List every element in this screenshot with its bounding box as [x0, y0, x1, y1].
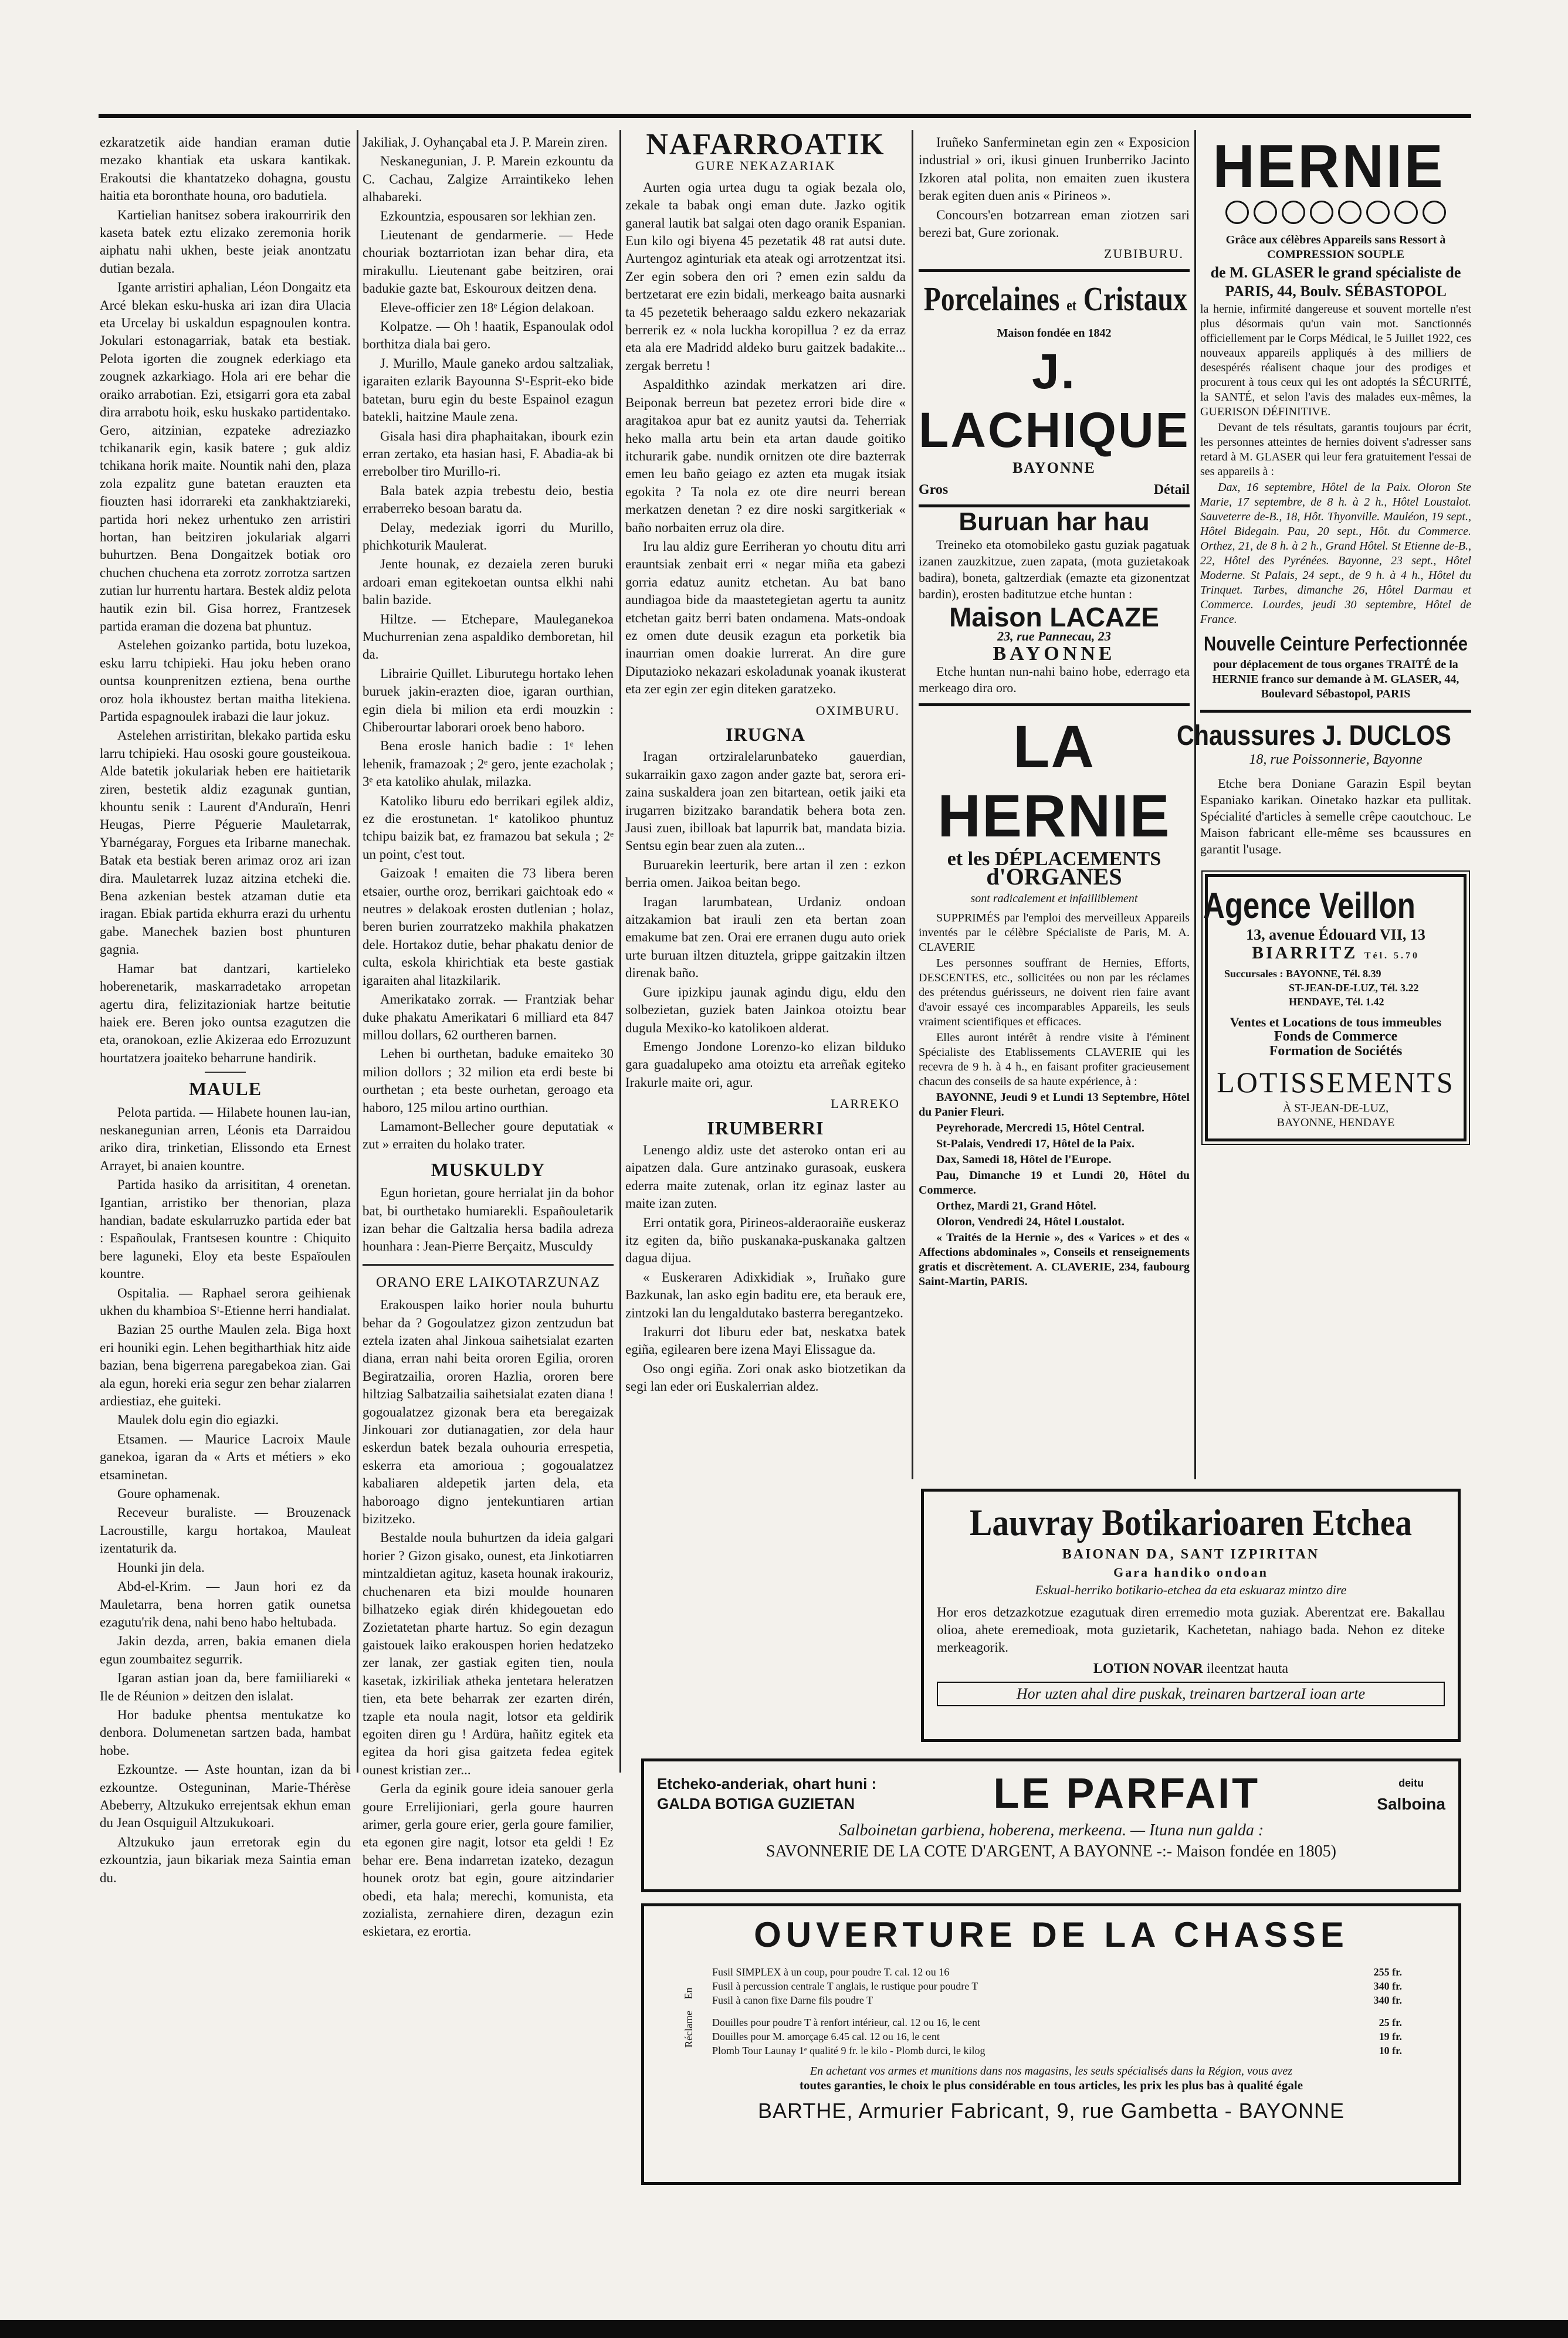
ad-le-parfait-line: SAVONNERIE DE LA COTE D'ARGENT, A BAYONNE -:- Maison fondée en 1805)	[766, 1842, 1336, 1861]
column-4	[919, 134, 1190, 1483]
ad-detail: Détail	[1153, 482, 1190, 497]
ad-chasse-en-reclame	[665, 1965, 712, 2058]
col2-paragraph: Lehen bi ourthetan, baduke emaiteko 30 milion dollors ; 32 milion eta erdi beste bi ourthetan ; eta beste ourhetan, geroago eta haboro, 125 milou artino ourthian.	[363, 1046, 614, 1115]
ad-lacaze-text: Treineko eta otomobileko gastu guziak pagatuak izanen zauzkitzue, zuen zapata, (mota guzietakoak badira), boneta, galtzerdiak (emazte eta gizonentzat bardin), erosten baditutzue etche huntan :	[919, 537, 1190, 602]
ad-lauvray-body: Hor eros detzazkotzue ezagutuak diren erremedio mota guziak. Aberentzat ere. Bakallau olioa, ahete eremedioak, mota guzietarik, Kachetetan, nahiago bada. Nehon ez diteke merkeagorik.	[937, 1605, 1445, 1655]
ad-veillon-headline: Agence Veillon	[1203, 886, 1415, 926]
col2-paragraph: Erakouspen laiko horier noula buhurtu behar da ? Gogoulatzez gizon zentzudun bat eztela izaten ahal Jinkoua saihetsialat ezarten diana, erran nahi beita ororen Egilia, ororen Begiratzailia, ororen Hazlia, ororen bere hiltziag Salbatzailia saihetsialat ezaten diana ! gogoualatzez gizonak bera eta beregaizak Jinkouari zor dutianagatien, zor dela haur eskerdun batek bezala ouhouria errespetia, eskerra eta amorioua ; gogoualatzez kabaliaren aldepetik jarten dela, eta haboroago digno jentekuntiaren artian bizitzeko.	[363, 1297, 614, 1527]
ad-claverie-text: Elles auront intérêt à rendre visite à l'éminent Spécialiste des Etablissements CLAVERIE qui les recevra de 9 h. à 4 h., en faisant profiter gracieusement chacun des conseils de sa haute expérience, à :	[919, 1031, 1190, 1088]
ad-le-parfait-left-1: Etcheko-anderiak, ohart huni :	[657, 1775, 877, 1793]
ad-chasse-note: toutes garanties, le choix le plus considérable en tous articles, les prix les plus bas à qualité égale	[799, 2078, 1303, 2092]
ad-glaser-medals	[1200, 201, 1471, 228]
ad-veillon-succ: Succursales : BAYONNE, Tél. 8.39	[1224, 968, 1381, 980]
col2-paragraph: Gerla da eginik goure ideia sanouer gerla goure Errelijioniari, gerla goure haurren arimer, gerla goure erier, gerla goure familier, eta egonen gire nagit, lotsor eta geldi ! Ez behar ere. Bena indarretan izateko, dezagun hounek orotz bat egin, goure aitzindarier obedi, eta hala; merechi, komunista, eta zozialista, zernahiere diren, dezagun ezin eskietara, ez erortia.	[363, 1781, 614, 1939]
ad-lauvray-lotion-text: ileentzat hauta	[1206, 1661, 1289, 1676]
medal-icon	[1394, 201, 1418, 224]
ad-veillon-line: BAYONNE, HENDAYE	[1276, 1116, 1395, 1129]
ad-lachique-city: BAYONNE	[1012, 459, 1096, 477]
price-row	[712, 1979, 1402, 1993]
col1-paragraph: Hamar bat dantzari, kartieleko hoberenetarik, maskarradetako arropetan agertu dira, felizitazioniak hartze beitutie haiek ere. Beren joko ountsa ezagutzen die eta, oranokoan, ezlie Akizeraa edo Errozuzunt hourtatzera joaiteko beharrune handirik.	[100, 961, 351, 1065]
price-row-label: Fusil SIMPLEX à un coup, pour poudre T. cal. 12 ou 16	[712, 1966, 950, 1978]
ad-le-parfait-line: Salboinetan garbiena, hoberena, merkeena. — Ituna nun galda :	[838, 1821, 1264, 1839]
ad-claverie-headline: LA HERNIE	[937, 713, 1171, 849]
ad-le-parfait-left-2: GALDA BOTIGA GUZIETAN	[657, 1795, 855, 1812]
col2-paragraph: J. Murillo, Maule ganeko ardou saltzaliak, igaraiten ezlarik Bayounna Sᵗ-Esprit-eko bide batetan, buru egin du beste Espainol ezagun batekli, haitzine Maule zena.	[363, 355, 614, 425]
column-divider	[357, 130, 358, 1773]
section-title-nafarroatik: NAFARROATIK	[646, 128, 885, 161]
ad-lauvray-lotion-name: LOTION NOVAR	[1093, 1661, 1203, 1676]
col1-paragraph: Hounki jin dela.	[117, 1560, 205, 1575]
ad-lauvray-gara: Gara handiko ondoan	[1113, 1565, 1268, 1580]
ad-lauvray-footer: Hor uzten ahal dire puskak, treinaren bartzeraI ioan arte	[937, 1682, 1445, 1706]
column-divider	[912, 130, 913, 1479]
ad-lacaze-name: Maison LACAZE	[949, 602, 1159, 633]
ad-claverie-date: BAYONNE, Jeudi 9 et Lundi 13 Septembre, Hôtel du Panier Fleuri.	[919, 1090, 1190, 1119]
divider	[363, 1264, 614, 1266]
ad-chasse-en: En	[682, 1987, 695, 2000]
price-row-price: 10 fr.	[1379, 2045, 1402, 2056]
medal-icon	[1282, 201, 1305, 224]
signature: OXIMBURU.	[815, 703, 900, 718]
ad-claverie-date: Peyrehorade, Mercredi 15, Hôtel Central.	[936, 1121, 1144, 1134]
ad-veillon-city	[1213, 943, 1459, 963]
ad-claverie-date: Orthez, Mardi 21, Grand Hôtel.	[936, 1199, 1096, 1212]
ad-chasse-price-list	[712, 1965, 1437, 2058]
col2-paragraph: Ezkountzia, espousaren sor lekhian zen.	[380, 208, 596, 223]
col1-paragraph: Etsamen. — Maurice Lacroix Maule ganekoa, igaran da « Arts et métiers » eko etsaminetan.	[100, 1431, 351, 1482]
price-row-label: Fusil à canon fixe Darne fils poudre T	[712, 1994, 873, 2006]
price-row-price: 19 fr.	[1379, 2031, 1402, 2042]
price-row	[712, 2029, 1402, 2044]
ad-ceinture-headline: Nouvelle Ceinture Perfectionnée	[1203, 633, 1468, 655]
col1-paragraph: Abd-el-Krim. — Jaun hori ez da Mauletarra, bena horren gatik ounetsa ezagutu'rik dena, nahi beno habo heltubada.	[100, 1579, 351, 1629]
price-row	[712, 2044, 1402, 2058]
col2-paragraph: Lieutenant de gendarmerie. — Hede chouriak boztarriotan izan behar dira, eta mirakullu. Lieutenant gabe beitziren, orai badukie gazte bat, Eskouroux deitzen dena.	[363, 228, 614, 296]
col3-paragraph: Oso ongi egiña. Zori onak asko biotzetikan da segi lan eder ori Euskalerrian aldez.	[625, 1361, 906, 1394]
ad-claverie-date: Pau, Dimanche 19 et Lundi 20, Hôtel du Commerce.	[919, 1168, 1190, 1197]
col1-paragraph: Maulek dolu egin dio egiazki.	[117, 1412, 279, 1428]
top-rule	[99, 114, 1471, 118]
col2-paragraph: Bala batek azpia trebestu deio, bestia erraberreko besoan baratu da.	[363, 483, 614, 516]
ad-ceinture-text: pour déplacement de tous organes TRAITÉ de la HERNIE franco sur demande à M. GLASER, 44, Boulevard Sébastopol, PARIS	[1212, 658, 1459, 700]
ad-porcelaines-et: et	[1066, 296, 1076, 314]
col3-paragraph: Lenengo aldiz uste det asteroko ontan eri au aipatzen dala. Gure antzinako gurasoak, euskera ederra maite zutenak, orlan itz eginaz laster au maite izan zuten.	[625, 1142, 906, 1211]
ad-chasse-title: OUVERTURE DE LA CHASSE	[754, 1915, 1349, 1954]
ad-lacaze-address: 23, rue Pannecau, 23	[997, 628, 1111, 643]
col3-paragraph: Emengo Jondone Lorenzo-ko elizan bilduko gara guadalupeko ama otoiztu eta arreñak egiteko Irakurle maite ori, agur.	[625, 1039, 906, 1090]
col2-paragraph: Gisala hasi dira phaphaitakan, ibourk ezin erran zertako, eta hasian hasi, F. Abadia-ak bi errebolber tiro Murillo-ri.	[363, 428, 614, 479]
ad-lacaze	[919, 504, 1190, 703]
col3-paragraph: Aspaldithko azindak merkatzen ari dire. Beiponak berreun bat pezetez errori bide dire « aragitakoa apur bat ez aunitz yautsi da. Teherriak heko malla artu bein eta artan daude goitiko itchurarik gabe. nundik ornitzen ote dire bazterrak emen leu baño geiago ez azten eta mugak itsiak egokita ? Ta nola ez ote dire neurri berean merkatzen denetan ? ez dire noski sargitkeriak « baño norbaiten erruz ola dire.	[625, 377, 906, 535]
ad-veillon-line: Ventes et Locations de tous immeubles	[1230, 1015, 1442, 1029]
col1-paragraph: Igaran astian joan da, bere famiiliareki « Ile de Réunion » deitzen den islalat.	[100, 1671, 351, 1703]
section-title-muskuldy: MUSKULDY	[431, 1158, 546, 1180]
ad-duclos-text: Etche bera Doniane Garazin Espil beytan Espaniako karikan. Oinetako hazkar eta pullitak. Spécialité d'articles à semelle crêpe caoutchouc. Le Maison fabricant elle-même ses bcaussures en garantit l'usage.	[1200, 776, 1471, 856]
ad-lauvray-tag: Eskual-herriko botikario-etchea da eta eskuaraz mintzo dire	[1035, 1583, 1347, 1597]
ad-glaser-line: de M. GLASER le grand spécialiste de PARIS, 44, Boulv. SÉBASTOPOL	[1210, 264, 1461, 300]
ad-claverie	[919, 703, 1190, 1296]
col2-paragraph: Hiltze. — Etchepare, Mauleganekoa Muchurrenian zena aspaldiko demboretan, hil da.	[363, 611, 614, 662]
col1-paragraph: Astelehen goizanko partida, botu luzekoa, esku larru tchipieki. Hau joku heben orano ountsa kounprenitzen eztiena, bena ourthe oroz hola ikhoustez bertan maitha litekiena. Partida espagnoulek irabazi die laur jokuz.	[100, 638, 351, 724]
col3-paragraph: « Euskeraren Adixkidiak », Iruñako gure Bazkunak, lan asko egin baditu ere, eta berauk ere, zintzoki lan du lengaldutako basterra beregantzeko.	[625, 1269, 906, 1320]
col1-paragraph: Kartielian hanitsez sobera irakourririk den kaseta batek eztu elizako zeremonia horik aiphatu nahi ukhen, beste jeiak anontzatu dutian bezala.	[100, 207, 351, 276]
price-row-label: Douilles pour poudre T à renfort intérieur, cal. 12 ou 16, le cent	[712, 2017, 980, 2028]
ad-lauvray-sub: BAIONAN DA, SANT IZPIRITAN	[1062, 1547, 1320, 1562]
column-1	[100, 134, 351, 1885]
ad-veillon-line: À ST-JEAN-DE-LUZ,	[1282, 1102, 1389, 1114]
col2-paragraph: Amerikatako zorrak. — Frantziak behar duke phakatu Amerikatari 6 milliard eta 847 millou dollars, 62 ourtheren barnen.	[363, 992, 614, 1042]
ad-chasse-body	[665, 1965, 1437, 2058]
ad-veillon-succursales	[1213, 967, 1459, 1009]
col2-paragraph: Bena erosle hanich badie : 1ᵉ lehen lehenik, framazoak ; 2ᵉ gero, jente ezacholak ; 3ᵉ eta katoliko ahulak, milazka.	[363, 738, 614, 790]
ad-veillon-lotissements: LOTISSEMENTS	[1217, 1066, 1455, 1099]
col1-paragraph: Astelehen arristiritan, blekako partida esku larru tchipieki. Hau ososki goure gousteikoua. Alde batetik jokulariak heben ere haitietarik ziren, bestetik aldiz ezagunak guntian, khountu senik : Laurent d'Anduraïn, Henri Heugas, Pierre Péguerie Mauletarrak, Ybarnégaray, Forgues eta Iribarne manechak. Batak eta bestiak beren arimaz oroz ari izan dira. Mauletarrek luzaz aitzina etcheki die. Bena azkenian bestek atzaman dutie eta iragan. Ebiak partida ekhurra erazi du urhentu gabe. Manechek bazien bost phunturen gagnia.	[100, 728, 351, 957]
col1-paragraph: Partida hasiko da arrisititan, 4 orenetan. Igantian, arristiko ber thenorian, plaza handian, badate eskularruzko partida eder bat : Españoulak, Frantsesen kountre : Chiquito bere laguneki, Eloy eta beste Espaïoulen kountre.	[100, 1177, 351, 1282]
subsection-title: GURE NEKAZARIAK	[695, 158, 836, 174]
ad-veillon-city-name: BIARRITZ	[1251, 943, 1358, 963]
col2-paragraph: Delay, medeziak igorri du Murillo, phichkoturik Maulerat.	[363, 520, 614, 553]
section-title-irugna: IRUGNA	[726, 724, 805, 745]
col2-paragraph: Bestalde noula buhurtzen da ideia galgari horier ? Gizon gisako, ounest, eta Jinkotiarren mintzaldietan agituz, kaseta hounak irakouriz, chuchenaren eta bizi moulde hounaren bilhatzeko egiak dirén khidegouetan edo Zozietatetan pharte hartuz. So egin dezagun gaistouek laiko erakouspen horien hedatzeko zer lanak, zer gastiak egiten tien, noula kasetak, izkiriliak atheka jentetara heleratzen tien, eta bete beharrak zer ezarten dirén, tzaple eta noula nagit, lotsor eta geldirik egoiten diren gu ! Ardüra, hañitz egitek eta egitea da hori gisa gaitzeta fedea egitek ounest kristian zer...	[363, 1530, 614, 1777]
ad-claverie-sub1: et les DÉPLACEMENTS	[947, 848, 1161, 870]
col2-paragraph: Lamamont-Bellecher goure deputatiak « zut » erraiten du holako trater.	[363, 1119, 614, 1152]
medal-icon	[1366, 201, 1390, 224]
price-row-label: Fusil à percussion centrale T anglais, le rustique pour poudre T	[712, 1980, 978, 1992]
ad-duclos	[1177, 710, 1471, 858]
column-divider	[1194, 130, 1196, 1479]
col4-paragraph: Concours'en botzarrean eman ziotzen sari berezi bat, Gure zorionak.	[919, 207, 1190, 240]
ad-veillon-line: Formation de Sociétés	[1269, 1043, 1403, 1059]
ad-claverie-sub2: d'ORGANES	[986, 863, 1122, 890]
ad-glaser-dates: Dax, 16 septembre, Hôtel de la Paix. Oloron Ste Marie, 17 septembre, de 8 h. à 2 h., Hôtel Loustalot. Sauveterre de-B., 18, Hôt. Thyonville. Mauléon, 19 sept., Hôtel Bidegain. Pau, 20 sept., Hôt. du Commerce. Orthez, 21, de 8 h. à 2 h., Grand Hôtel. St Etienne de-B., 22, Hôtel des Pyrénées. Bayonne, 23 sept., Hôtel Moderne. St Palais, 24 sept., de 9 h. à 4 h., Hôtel du Trinquet. Tarbes, dimanche 26, Hôtel Darmau et Commerce. Lourdes, jeudi 30 septembre, Hôtel de France.	[1200, 481, 1471, 626]
col2-paragraph: Jakiliak, J. Oyhançabal eta J. P. Marein ziren.	[363, 135, 608, 150]
medal-icon	[1310, 201, 1333, 224]
col4-paragraph: Iruñeko Sanferminetan egin zen « Exposicion industrial » ori, ikusi ginuen Irunberriko Jacinto Izkoren atal polita, non emaiten zuen ikustera berak egiten duen anis « Pirineos ».	[919, 135, 1190, 204]
signature: ZUBIBURU.	[1104, 246, 1184, 262]
col1-paragraph: Hor baduke phentsa mentukatze ko denbora. Dolumenetan sartzen bada, hambat hobe.	[100, 1707, 351, 1758]
ad-glaser-text: Devant de tels résultats, garantis toujours par écrit, les personnes atteintes de hernies doivent s'adresser sans retard à M. GLASER qui leur fera gratuitement l'essai de ses appareils à :	[1200, 421, 1471, 478]
medal-icon	[1423, 201, 1446, 224]
ad-claverie-date: Oloron, Vendredi 24, Hôtel Loustalot.	[936, 1215, 1125, 1228]
section-title-irumberri: IRUMBERRI	[707, 1117, 824, 1138]
ad-le-parfait-name: LE PARFAIT	[993, 1770, 1261, 1817]
price-row-price: 340 fr.	[1373, 1980, 1402, 1992]
price-row-price: 340 fr.	[1373, 1994, 1402, 2006]
price-row-label: Plomb Tour Launay 1ᵉ qualité 9 fr. le kilo - Plomb durci, le kilog	[712, 2045, 985, 2056]
bottom-rule	[0, 2320, 1568, 2338]
ad-le-parfait-left	[657, 1774, 876, 1814]
col2-paragraph: Katoliko liburu edo berrikari egilek aldiz, ez die erostunetan. 1ᵉ katolikoo phuntuz tchipu baizik bat, ez framazou bat sekula ; 2ᵉ un point, c'est tout.	[363, 793, 614, 862]
ad-claverie-text: Les personnes souffrant de Hernies, Efforts, DESCENTES, etc., sollicitées ou non par les réclames des prétendus guérisseurs, ne doivent rien faire avant d'avoir essayé ces incomparables Appareils, les seuls vraiment scientifiques et efficaces.	[919, 956, 1190, 1028]
ad-chasse-footer: BARTHE, Armurier Fabricant, 9, rue Gambetta - BAYONNE	[758, 2099, 1345, 2123]
ad-duclos-headline: Chaussures J. DUCLOS	[1177, 720, 1451, 751]
ad-le-parfait-salboina: Salboina	[1377, 1795, 1445, 1813]
ad-lauvray	[921, 1489, 1461, 1742]
col1-paragraph: Bazian 25 ourthe Maulen zela. Biga hoxt eri houniki egin. Lehen begitharthiak hitz aide bazian, bena bigerrena paregabekoa zian. Gai ala egun, horeki eria segur zen behar zialarren ardiestiaz, ehe guiteki.	[100, 1322, 351, 1409]
ad-porcelaines-headline	[923, 279, 1187, 324]
signature: LARREKO	[831, 1096, 900, 1112]
col2-paragraph: Neskanegunian, J. P. Marein ezkountu da C. Cachau, Zalgize Arraintikeko lehen alhabareki.	[363, 154, 614, 205]
ad-veillon-line: Fonds de Commerce	[1274, 1029, 1398, 1044]
col3-paragraph: Buruarekin leerturik, bere artan il zen : ezkon berria omen. Jaikoa beitan bego.	[625, 857, 906, 890]
col2-paragraph: Kolpatze. — Oh ! haatik, Espanoulak odol borthitza diala bai gero.	[363, 319, 614, 352]
ad-chasse	[641, 1903, 1461, 2185]
column-2	[363, 134, 614, 1939]
ad-lacaze-headline: Buruan har hau	[959, 507, 1150, 537]
col1-paragraph: Receveur buraliste. — Brouzenack Lacroustille, kargu hortakoa, Mauleat izentaturik da.	[100, 1505, 351, 1556]
col2-paragraph: Eleve-officier zen 18ᵉ Légion delakoan.	[380, 300, 595, 315]
col3-paragraph: Aurten ogia urtea dugu ta ogiak bezala olo, zekale ta babak ongi eman dute. Jazko ogitik ganeral lautik bat salgai oten dago oranik Espanian. Eun kilo ogi biyena 45 pezetatik 48 rat autsi dute. Aurtengoz aginturiak eta ateak ogi arrotzentzat itsi. Zer egin sobera den ori ? emen ezin saldu da bertzetarat ere ezin bidali, merkeago baita ausnarki ta 45 pezetetik beheraago saldu ezkero nekazariak berrerik ez « nola luckha koropillua ? ez da erraz eta ala ere Madridd aldeko buru gaitzek badakite... zergak berretu !	[625, 179, 906, 373]
ad-lachique-gros-detail	[919, 481, 1190, 499]
ad-claverie-text: SUPPRIMÉS par l'emploi des merveilleux Appareils inventés par le célèbre Spécialiste de Paris, M. A. CLAVERIE	[919, 911, 1190, 954]
col3-paragraph: Gure ipizkipu jaunak agindu digu, eldu den solbezietan, guziek baten Jainkoa otoiztu bear dugula Mexiko-ko katolikoen alderat.	[625, 984, 906, 1035]
ad-cristaux-word: Cristaux	[1083, 279, 1187, 318]
ad-claverie-date: Dax, Samedi 18, Hôtel de l'Europe.	[936, 1153, 1112, 1166]
ad-veillon-tel: Tél. 5.70	[1364, 951, 1420, 961]
col2-paragraph: Gaizoak ! emaiten die 73 libera beren etsaier, ourthe oroz, berrikari gaichtoak edo « neutres » delakoak erosten dutlenian ; holaz, beren burien zourratzeko makhila phakatzen dele. Hortakoz dutie, behar phakatu denior de culta, eskola khirichtiak eta beste gastiak igaraiten ahal litazkilarik.	[363, 866, 614, 988]
ad-lauvray-lotion	[937, 1661, 1445, 1677]
column-divider	[619, 130, 621, 1773]
price-row-price: 25 fr.	[1379, 2017, 1402, 2028]
col2-paragraph: Jente hounak, ez dezaiela zeren buruki ardoari eman egitekoetan ountsa elkhi nahi balin bazide.	[363, 557, 614, 608]
col1-paragraph: ezkaratzetik aide handian eraman dutie mezako khantiak eta uskara kantikak. Erakoutsi die khantatzeko dohagna, goustu haitia eta boronthate houna, oro badutiela.	[100, 135, 351, 204]
ad-glaser-line: Grâce aux célèbres Appareils sans Ressort à COMPRESSION SOUPLE	[1225, 233, 1446, 261]
ad-lauvray-title: Lauvray Botikarioaren Etchea	[969, 1502, 1413, 1543]
ad-duclos-address: 18, rue Poissonnerie, Bayonne	[1249, 752, 1423, 767]
col1-paragraph: Pelota partida. — Hilabete hounen lau-ian, neskanegunian arren, Léonis eta Darraidou ariko dira, trinketian, Elissondo eta Ernest Arrayet, bi anaien kountre.	[100, 1104, 351, 1173]
price-row	[712, 1965, 1402, 1979]
ad-porcelaines-word: Porcelaines	[923, 279, 1060, 318]
ad-le-parfait	[641, 1758, 1461, 1892]
ad-claverie-footer: « Traités de la Hernie », des « Varices » et des « Affections abdominales », Conseils et renseignements gratis et discrètement. A. CLAVERIE, 234, faubourg Saint-Martin, PARIS.	[919, 1231, 1190, 1288]
section-title-maule: MAULE	[188, 1078, 262, 1100]
medal-icon	[1338, 201, 1362, 224]
col3-paragraph: Iragan ortziralelarunbateko gauerdian, sukarraikin gaxo zagon ander gazte bat, serora eri-zaina suskaldera joan zen bitartean, oetik jaiki eta irugarren bizitzako barandatik behera bota zen. Jausi zuen, ibilloak bat lapurrik bat, mandata bizia. Sentsu egin bear zuen ala zuten...	[625, 749, 906, 853]
price-row	[712, 1993, 1402, 2007]
section-title-laikotarzun: ORANO ERE LAIKOTARZUNAZ	[375, 1274, 601, 1290]
col2-paragraph: Egun horietan, goure herrialat jin da bohor bat, bi ourthetako humiarekli. Españouletarik izan behar die Galtzalia hersa badila adreza hounhara : Jean-Pierre Berçaitz, Musculdy	[363, 1185, 614, 1254]
ad-chasse-reclame: Réclame	[682, 2011, 695, 2048]
ad-veillon-succ: HENDAYE, Tél. 1.42	[1289, 996, 1384, 1008]
column-3	[625, 128, 906, 1764]
col1-paragraph: Jakin dezda, arren, bakia emanen diela egun zoumbaitez segurrik.	[100, 1634, 351, 1666]
ad-lacaze-city: BAYONNE	[993, 643, 1116, 665]
ad-veillon	[1205, 874, 1467, 1141]
col1-paragraph: Ezkountze. — Aste hountan, izan da bi ezkountze. Osteguninan, Marie-Thérèse Abeberry, Altzukuko errejentsak ekhun eman du Jean Osquiguil Altzukukoari.	[100, 1762, 351, 1831]
ad-glaser-text: la hernie, infirmité dangereuse et souvent mortelle n'est plus désormais qu'un vain mot. Sanctionnés officiellement par le Corps Médical, le 5 Juillet 1922, ces nouveaux appareils appliqués à des milliers de desespérés réalisent chaque jour des prodiges et procurent à tous ceux qui les ont adoptés la SÉCURITÉ, la SANTÉ, et selon l'avis des malades eux-mêmes, la GUERISON DÉFINITIVE.	[1200, 303, 1471, 418]
medal-icon	[1225, 201, 1249, 224]
ad-veillon-succ: ST-JEAN-DE-LUZ, Tél. 3.22	[1289, 982, 1419, 994]
col1-paragraph: Igante arristiri aphalian, Léon Dongaitz eta Arcé blekan esku-huska ari izan dira Ulacia eta Urcelay bi uskaldun espagnoulen kontra. Jokulari estonagarriak, batak eta bestiak. Pelota igorten die zougnek ederkiago eta zougnek azkarkiago. Hola ari ere behar die oraiko arrabotian. Ezi, etsigarri gora eta zabal dira arrabotu hoik, esku huskako partidentako. Gero, aitzinian, ezpateke adreziazko tchikanarik egin, kasik batere ; guk aldiz tchikana horik maite. Nountik nahi den, plaza zola ezpalitz gune batetan erauzten eta fiouzten hasi idorrareki eta zankhaktziareki, partida hori nekez urhentuko zen arristiri hortan, han beitziren jokulariak algarri buhurtzen. Bena Dongaitzek botiak oro chuchen chuchena eta zorrotz zorrotza sartzen zutian lur hurrentu hartara. Bestek aldiz pelota hautik ezin bil. Gisa horrez, Frantzesek partida eraman die dozena bat phuntuz.	[100, 280, 351, 633]
column-5	[1177, 133, 1471, 1483]
col3-paragraph: Iragan larumbatean, Urdaniz ondoan aitzakamion bat irauli zen eta bertan zoan emakume bat zen. Orai ere erranen dugu auto oriek urte buruan iltzen dituztela, grippe gaitzakin iltzen direnak baño.	[625, 894, 906, 981]
ad-lachique-name: J. LACHIQUE	[919, 344, 1190, 458]
ad-claverie-sub3: sont radicalement et infailliblement	[970, 892, 1138, 905]
ad-porcelaines	[919, 269, 1190, 504]
ad-lacaze-footer: Etche huntan nun-nahi baino hobe, ederrago eta merkeago dira oro.	[919, 663, 1190, 695]
ad-le-parfait-top	[657, 1770, 1445, 1818]
ad-glaser-headline: HERNIE	[1213, 133, 1445, 201]
col1-paragraph: Altzukuko jaun erretorak egin du ezkountzia, jaun bikariak meza Saintia eman du.	[100, 1834, 351, 1885]
col3-paragraph: Irakurri dot liburu eder bat, neskatxa batek egiña, egilearen bere izena Mayi Elissague da.	[625, 1324, 906, 1357]
ad-le-parfait-dei: deitu	[1398, 1777, 1424, 1789]
ad-gros: Gros	[919, 482, 949, 497]
ad-claverie-date: St-Palais, Vendredi 17, Hôtel de la Paix.	[936, 1137, 1134, 1150]
divider	[205, 1072, 246, 1073]
ad-veillon-address: 13, avenue Édouard VII, 13	[1246, 926, 1425, 943]
col3-paragraph: Erri ontatik gora, Pirineos-alderaoraiñe euskeraz itz egiten da, biño puskanaka-puskanaka galtzen dagua dijua.	[625, 1215, 906, 1266]
price-row-price: 255 fr.	[1373, 1966, 1402, 1978]
price-row	[712, 2015, 1402, 2029]
col2-paragraph: Librairie Quillet. Liburutegu hortako lehen buruek jakin-erazten dioe, igaran ourthian, egin diela bi milion eta erdi mouzkin : Chiberourtar laborari oroek beno haboro.	[363, 666, 614, 734]
col1-paragraph: Goure ophamenak.	[117, 1486, 220, 1502]
medal-icon	[1254, 201, 1277, 224]
ad-le-parfait-right	[1377, 1773, 1445, 1815]
col3-paragraph: Iru lau aldiz gure Eerriheran yo choutu ditu arri erauntsiak zenbait erri « negar miña eta gabezi gorria edatuz aunitz etchetan. Au bat bano aundiagoa bide da maastetegietan agertu ta aunitz etchetan gaitz berri baten ondamena. Mats-ondoak ez omen dute deusik ezagun eta porketik bia inaurrian omen doakie lurrerat. An dire gure Diputazioko nekazari eskoladunak yoanak ikusterat eta zer egin zer egin diteken garatzeko.	[625, 538, 906, 697]
col1-paragraph: Ospitalia. — Raphael serora geihienak ukhen du khambioa Sᵗ-Etienne herri handialat.	[100, 1285, 351, 1318]
ad-porcelaines-since: Maison fondée en 1842	[997, 326, 1112, 340]
price-row-label: Douilles pour M. amorçage 6.45 cal. 12 ou 16, le cent	[712, 2031, 940, 2042]
ad-chasse-note: En achetant vos armes et munitions dans nos magasins, les seuls spécialisés dans la Région, vous avez	[810, 2065, 1293, 2078]
